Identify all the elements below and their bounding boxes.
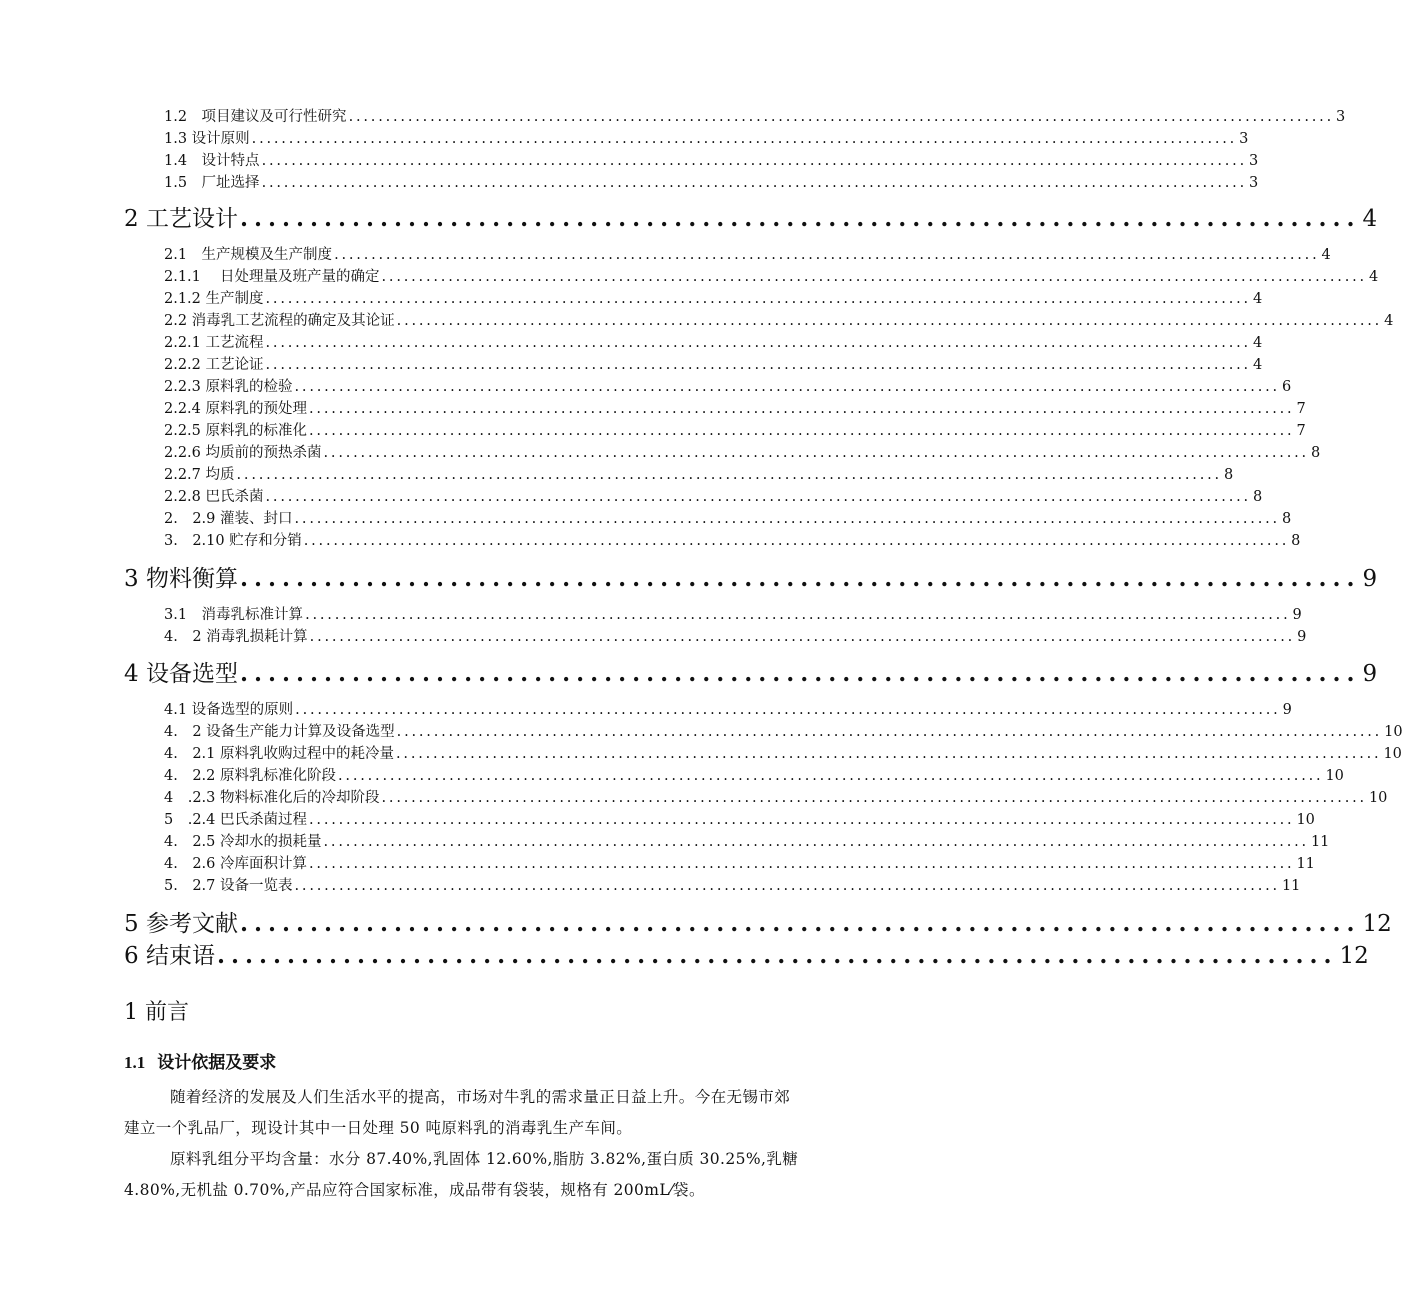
toc-entry-label: 4 设备选型	[124, 661, 238, 687]
subsection-number: 1.1	[124, 1053, 146, 1072]
toc-entry-label: 6 结束语	[124, 943, 215, 969]
toc-entry[interactable]	[164, 268, 1379, 288]
toc-page-number: 9	[1362, 566, 1378, 592]
toc-entry[interactable]	[164, 152, 1259, 172]
toc-entry[interactable]	[164, 378, 1292, 398]
toc-leader-dots: .....................................................................................................................................	[323, 445, 1309, 461]
toc-entry-label: 2.2.4 原料乳的预处理	[164, 401, 308, 417]
toc-entry-label: 1.4 设计特点	[164, 153, 260, 169]
toc-page-number: 3	[1239, 131, 1249, 147]
toc-page-number: 3	[1248, 175, 1259, 191]
toc-page-number: 11	[1281, 878, 1301, 894]
toc-entry[interactable]	[164, 400, 1306, 420]
toc-entry-label: 2.2 消毒乳工艺流程的确定及其论证	[164, 313, 395, 329]
toc-entry-label: 2.2.2 工艺论证	[164, 357, 264, 373]
toc-leader-dots: .....................................................................................................................................	[396, 724, 1383, 740]
toc-page-number: 12	[1339, 943, 1369, 969]
toc-page-number: 3	[1248, 153, 1259, 169]
toc-entry-label: 4. 2 设备生产能力计算及设备选型	[164, 724, 395, 740]
toc-leader-dots: .....................................................................................................................................	[396, 313, 1383, 329]
toc-entry-label: 5. 2.7 设备一览表	[164, 878, 293, 894]
toc-chapter-entry[interactable]	[124, 660, 1378, 690]
toc-leader-dots: .....................................................................................................................................	[381, 269, 1367, 285]
toc-leader-dots: .....................................................................................................................................	[309, 401, 1295, 417]
toc-entry-label: 2.2.5 原料乳的标准化	[164, 423, 308, 439]
toc-page-number: 10	[1368, 790, 1388, 806]
toc-leader-dots: .....................................................................................................................................	[309, 423, 1295, 439]
toc-entry-label: 2 工艺设计	[124, 206, 238, 232]
toc-leader-dots: .....................................................................................................................................	[295, 702, 1281, 718]
toc-page-number: 3	[1335, 109, 1346, 125]
toc-leader-dots: .....................................................................................................................................	[261, 153, 1247, 169]
toc-entry[interactable]	[164, 130, 1249, 150]
toc-leader-dots: .....................................................................................................................................	[334, 247, 1320, 263]
toc-entry[interactable]	[164, 532, 1301, 552]
toc-entry[interactable]	[164, 422, 1306, 442]
toc-entry[interactable]	[164, 606, 1302, 626]
subsection-heading	[124, 1048, 276, 1073]
toc-page-number: 8	[1252, 489, 1263, 505]
toc-chapter-entry[interactable]	[124, 565, 1378, 595]
toc-leader-dots: .....................................................................................................................................	[294, 511, 1280, 527]
toc-page-number: 9	[1292, 607, 1302, 623]
toc-entry-label: 4. 2.1 原料乳收购过程中的耗冷量	[164, 746, 395, 762]
toc-entry[interactable]	[164, 174, 1259, 194]
toc-leader-dots: .....................................................................................................................................	[338, 768, 1324, 784]
toc-entry-label: 4 .2.3 物料标准化后的冷却阶段	[164, 790, 380, 806]
toc-entry[interactable]	[164, 356, 1263, 376]
subsection-title: 设计依据及要求	[157, 1053, 277, 1073]
toc-entry[interactable]	[164, 466, 1234, 486]
toc-page-number: 11	[1296, 856, 1315, 872]
toc-entry[interactable]	[164, 108, 1346, 128]
toc-entry-label: 3 物料衡算	[124, 566, 238, 592]
toc-leader-dots: .....................................................................................................................................	[309, 856, 1295, 872]
toc-entry-label: 2.1 生产规模及生产制度	[164, 247, 333, 263]
body-paragraph: 原料乳组分平均含量：水分 87.40%,乳固体 12.60%,脂肪 3.82%,蛋白质 30.25%,乳糖 4.80%,无机盐 0.70%,产品应符合国家标准，成品带有袋装，规格有 200mL⁄袋。	[124, 1150, 799, 1199]
toc-entry[interactable]	[164, 246, 1331, 266]
toc-leader-dots: .....................................................................................................................................	[251, 131, 1238, 147]
toc-leader-dots: .....................................................................................................................................	[294, 878, 1280, 894]
toc-entry-label: 4. 2.5 冷却水的损耗量	[164, 834, 322, 850]
toc-entry[interactable]	[164, 767, 1344, 787]
toc-leader-dots: .....................................................................................................................................	[265, 291, 1251, 307]
toc-entry-label: 4. 2.2 原料乳标准化阶段	[164, 768, 337, 784]
toc-page-number: 10	[1384, 724, 1403, 740]
toc-page-number: 11	[1310, 834, 1330, 850]
toc-leader-dots: .....................................................................................................................................	[323, 834, 1309, 850]
toc-leader-dots: ................................................................................	[239, 205, 1361, 232]
toc-entry-label: 5 .2.4 巴氏杀菌过程	[164, 812, 308, 828]
toc-leader-dots: .....................................................................................................................................	[309, 812, 1295, 828]
toc-entry[interactable]	[164, 833, 1330, 853]
toc-page-number: 8	[1281, 511, 1292, 527]
toc-page-number: 7	[1296, 401, 1306, 417]
toc-page-number: 6	[1281, 379, 1292, 395]
toc-leader-dots: .....................................................................................................................................	[265, 489, 1251, 505]
toc-entry-label: 2.2.6 均质前的预热杀菌	[164, 445, 322, 461]
toc-entry-label: 2.1.2 生产制度	[164, 291, 264, 307]
toc-entry-label: 2.1.1 日处理量及班产量的确定	[164, 269, 380, 285]
toc-entry[interactable]	[164, 701, 1292, 721]
toc-page-number: 10	[1383, 746, 1402, 762]
toc-page-number: 12	[1362, 911, 1392, 937]
toc-entry[interactable]	[164, 510, 1292, 530]
toc-entry[interactable]	[164, 745, 1402, 765]
toc-page-number: 10	[1325, 768, 1344, 784]
toc-entry-label: 1.5 厂址选择	[164, 175, 260, 191]
toc-entry-label: 1.2 项目建议及可行性研究	[164, 109, 347, 125]
toc-entry-label: 1.3 设计原则	[164, 131, 250, 147]
toc-chapter-entry[interactable]	[124, 205, 1378, 235]
toc-entry-label: 4.1 设备选型的原则	[164, 702, 294, 718]
toc-leader-dots: .....................................................................................................................................	[348, 109, 1334, 125]
toc-page-number: 4	[1321, 247, 1331, 263]
toc-page-number: 10	[1296, 812, 1315, 828]
toc-page-number: 8	[1223, 467, 1234, 483]
section-heading: 1 前言	[124, 1000, 189, 1025]
toc-page-number: 4	[1252, 291, 1263, 307]
toc-leader-dots: .....................................................................................................................................	[265, 357, 1251, 373]
toc-entry[interactable]	[164, 444, 1321, 464]
toc-page-number: 8	[1291, 533, 1301, 549]
toc-entry-label: 2. 2.9 灌装、封口	[164, 511, 293, 527]
toc-leader-dots: .....................................................................................................................................	[396, 746, 1382, 762]
toc-entry-label: 2.2.7 均质	[164, 467, 235, 483]
toc-entry[interactable]	[164, 855, 1315, 875]
toc-page-number: 4	[1384, 313, 1394, 329]
toc-leader-dots: ................................................................................	[216, 942, 1338, 969]
toc-leader-dots: .....................................................................................................................................	[265, 335, 1251, 351]
toc-entry[interactable]	[164, 628, 1307, 648]
toc-leader-dots: .....................................................................................................................................	[305, 607, 1291, 623]
toc-entry-label: 4. 2.6 冷库面积计算	[164, 856, 308, 872]
toc-page-number: 9	[1362, 661, 1378, 687]
toc-entry-label: 2.2.1 工艺流程	[164, 335, 264, 351]
toc-entry-label: 3.1 消毒乳标准计算	[164, 607, 304, 623]
toc-leader-dots: .....................................................................................................................................	[261, 175, 1247, 191]
toc-chapter-entry[interactable]	[124, 942, 1369, 972]
toc-entry-label: 5 参考文献	[124, 911, 238, 937]
toc-chapter-entry[interactable]	[124, 910, 1392, 940]
toc-page-number: 9	[1282, 702, 1292, 718]
toc-entry[interactable]	[164, 334, 1263, 354]
toc-leader-dots: .....................................................................................................................................	[303, 533, 1290, 549]
toc-entry[interactable]	[164, 488, 1263, 508]
toc-leader-dots: ................................................................................	[239, 565, 1361, 592]
toc-leader-dots: ................................................................................	[239, 910, 1361, 937]
toc-page-number: 8	[1310, 445, 1321, 461]
toc-entry[interactable]	[164, 789, 1388, 809]
toc-entry-label: 3. 2.10 贮存和分销	[164, 533, 302, 549]
toc-page-number: 7	[1296, 423, 1306, 439]
toc-entry[interactable]	[164, 312, 1394, 332]
toc-page-number: 4	[1368, 269, 1379, 285]
toc-page-number: 4	[1252, 357, 1263, 373]
toc-leader-dots: .....................................................................................................................................	[236, 467, 1222, 483]
toc-page-number: 9	[1297, 629, 1307, 645]
toc-leader-dots: .....................................................................................................................................	[381, 790, 1367, 806]
toc-entry[interactable]	[164, 811, 1315, 831]
toc-entry-label: 2.2.3 原料乳的检验	[164, 379, 293, 395]
toc-leader-dots: .....................................................................................................................................	[309, 629, 1296, 645]
toc-entry-label: 2.2.8 巴氏杀菌	[164, 489, 264, 505]
toc-entry[interactable]	[164, 723, 1403, 743]
toc-leader-dots: ................................................................................	[239, 660, 1361, 687]
toc-entry[interactable]	[164, 290, 1263, 310]
toc-entry[interactable]	[164, 877, 1301, 897]
toc-leader-dots: .....................................................................................................................................	[294, 379, 1280, 395]
toc-page-number: 4	[1362, 206, 1378, 232]
toc-page-number: 4	[1252, 335, 1263, 351]
body-paragraph: 随着经济的发展及人们生活水平的提高，市场对牛乳的需求量正日益上升。今在无锡市郊建立一个乳品厂，现设计其中一日处理 50 吨原料乳的消毒乳生产车间。	[124, 1088, 791, 1137]
toc-entry-label: 4. 2 消毒乳损耗计算	[164, 629, 308, 645]
